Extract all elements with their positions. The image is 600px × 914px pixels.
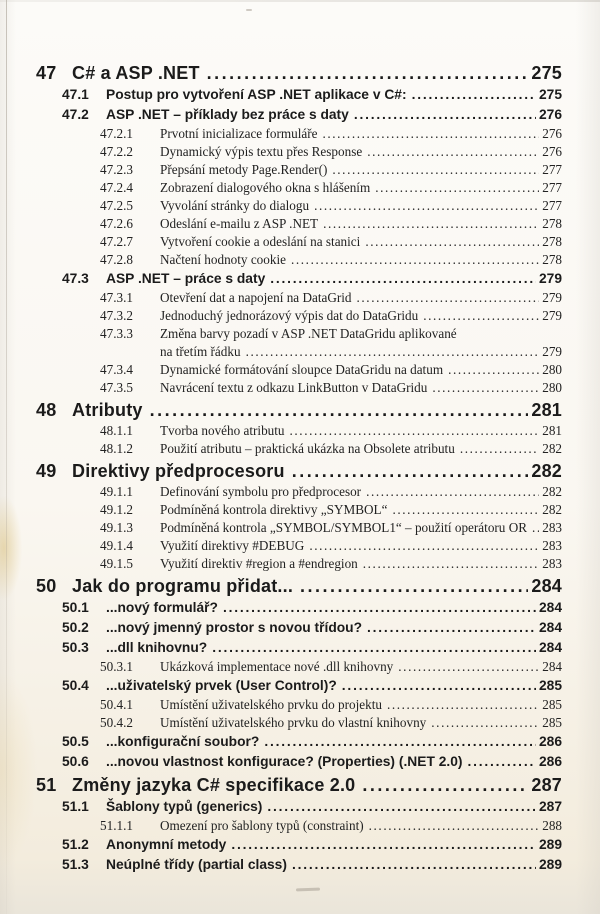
toc-entry (36, 197, 562, 215)
toc-entry-leader-dots (314, 197, 539, 215)
toc-entry-number: 47.2.3 (100, 162, 133, 177)
toc-entry-title: Zobrazení dialogového okna s hlášením (160, 180, 371, 195)
toc-entry-number: 49.1.1 (100, 484, 133, 499)
toc-entry-page: 276 (542, 144, 562, 159)
toc-entry-leader-dots (207, 62, 529, 85)
toc-entry (36, 125, 562, 143)
toc-entry-leader-dots (367, 618, 536, 638)
toc-entry-title: Vytvoření cookie a odeslání na stanici (160, 234, 361, 249)
toc-entry-leader-dots (354, 105, 536, 125)
toc-entry (36, 422, 562, 440)
toc-entry-number: 47.3.2 (100, 308, 133, 323)
toc-entry (36, 460, 562, 483)
toc-entry-page: 286 (538, 734, 562, 749)
toc-entry-title: Tvorba nového atributu (160, 423, 285, 438)
toc-entry-number: 47.2.7 (100, 234, 133, 249)
toc-entry-leader-dots (246, 343, 540, 361)
toc-entry-title: Atributy (72, 400, 143, 420)
toc-entry (36, 714, 562, 732)
toc-entry-title: Jak do programu přidat... (72, 576, 294, 596)
toc-entry (36, 399, 562, 422)
toc-entry-title: Šablony typů (generics) (106, 799, 263, 814)
toc-entry-number: 47 (36, 63, 57, 83)
toc-entry-number: 47.2.1 (100, 126, 133, 141)
toc-entry-title: ASP .NET – práce s daty (106, 271, 266, 286)
toc-entry-title: ...novou vlastnost konfigurace? (Properties) (.NET 2.0) (106, 754, 463, 769)
toc-entry-leader-dots (292, 855, 536, 875)
toc-entry-page: 287 (538, 799, 562, 814)
toc-entry-page: 282 (542, 441, 562, 456)
toc-entry (36, 618, 562, 638)
toc-entry-title: ...uživatelský prvek (User Control)? (106, 678, 337, 693)
toc-entry-title: Využití direktivy #DEBUG (160, 538, 305, 553)
toc-entry-leader-dots (412, 85, 536, 105)
toc-entry-page: 278 (542, 252, 562, 267)
toc-entry-number: 49 (36, 461, 57, 481)
toc-entry (36, 361, 562, 379)
toc-entry-leader-dots (300, 575, 528, 598)
toc-entry-number: 47.2.6 (100, 216, 133, 231)
toc-entry-leader-dots (398, 658, 539, 676)
toc-list (36, 62, 562, 875)
toc-entry-title: Omezení pro šablony typů (constraint) (160, 818, 364, 833)
toc-entry (36, 817, 562, 835)
toc-entry-page: 279 (538, 271, 562, 286)
toc-entry (36, 483, 562, 501)
toc-entry-title: Dynamický výpis textu přes Response (160, 144, 363, 159)
toc-entry-title: Otevření dat a napojení na DataGrid (160, 290, 352, 305)
toc-entry (36, 555, 562, 573)
toc-entry-number: 51.1 (62, 799, 89, 814)
toc-entry-title: Umístění uživatelského prvku do vlastní knihovny (160, 715, 427, 730)
toc-entry-title: Dynamické formátování sloupce DataGridu na datum (160, 362, 444, 377)
toc-entry-title: Definování symbolu pro předprocesor (160, 484, 362, 499)
toc-entry-title: ...nový jmenný prostor s novou třídou? (106, 620, 363, 635)
toc-entry (36, 519, 562, 537)
toc-entry (36, 797, 562, 817)
toc-entry-number: 47.2.4 (100, 180, 133, 195)
toc-entry-page: 275 (538, 87, 562, 102)
toc-entry (36, 501, 562, 519)
toc-entry-number: 49.1.2 (100, 502, 133, 517)
toc-entry-number: 50 (36, 576, 57, 596)
toc-entry (36, 440, 562, 458)
toc-entry-title: Ukázková implementace nové .dll knihovny (160, 659, 394, 674)
toc-entry-leader-dots (292, 460, 529, 483)
toc-entry-page: 279 (542, 344, 562, 359)
toc-entry-title: ...konfigurační soubor? (106, 734, 260, 749)
toc-entry-page: 279 (542, 290, 562, 305)
toc-entry-number: 49.1.5 (100, 556, 133, 571)
toc-entry-title: Přepsání metody Page.Render() (160, 162, 328, 177)
toc-entry (36, 85, 562, 105)
toc-entry-title: Změna barvy pozadí v ASP .NET DataGridu aplikované (160, 326, 457, 341)
toc-entry-leader-dots (423, 307, 539, 325)
toc-entry-leader-dots (387, 696, 539, 714)
toc-entry-number: 51.2 (62, 837, 89, 852)
toc-entry-title: Neúplné třídy (partial class) (106, 857, 287, 872)
toc-entry-leader-dots (231, 835, 536, 855)
toc-entry-number: 48.1.2 (100, 441, 133, 456)
toc-entry-page: 285 (542, 697, 562, 712)
toc-entry-title: Podmíněná kontrola direktivy „SYMBOL“ (160, 502, 388, 517)
toc-entry-title: Odeslání e-mailu z ASP .NET (160, 216, 319, 231)
toc-entry-leader-dots (448, 361, 539, 379)
toc-entry (36, 62, 562, 85)
toc-entry-page: 277 (542, 198, 562, 213)
toc-entry-leader-dots (332, 161, 539, 179)
toc-entry-number: 47.3 (62, 271, 89, 286)
toc-entry-page: 278 (542, 234, 562, 249)
toc-entry-number: 47.3.3 (100, 326, 133, 341)
toc-entry-page: 278 (542, 216, 562, 231)
toc-entry-page: 284 (538, 600, 562, 615)
toc-entry-leader-dots (432, 379, 539, 397)
scan-speck (246, 9, 252, 11)
toc-entry (36, 696, 562, 714)
toc-entry-page: 276 (542, 126, 562, 141)
toc-entry-page: 280 (542, 380, 562, 395)
toc-entry-title: Umístění uživatelského prvku do projektu (160, 697, 382, 712)
toc-entry-title: C# a ASP .NET (72, 63, 200, 83)
toc-entry-title: Vyvolání stránky do dialogu (160, 198, 310, 213)
toc-entry (36, 251, 562, 269)
toc-entry-page: 289 (538, 837, 562, 852)
toc-entry-leader-dots (365, 233, 539, 251)
toc-entry (36, 774, 562, 797)
toc-entry-title: Použití atributu – praktická ukázka na Obsolete atributu (160, 441, 455, 456)
toc-entry-leader-dots (323, 215, 539, 233)
toc-entry-number: 49.1.3 (100, 520, 133, 535)
toc-entry-leader-dots (532, 519, 539, 537)
toc-entry-leader-dots (366, 483, 539, 501)
toc-entry-page: 287 (531, 775, 562, 795)
toc-entry-leader-dots (467, 752, 535, 772)
toc-entry-page: 275 (531, 63, 562, 83)
toc-entry-page: 284 (538, 620, 562, 635)
toc-entry-number: 47.2.8 (100, 252, 133, 267)
toc-entry (36, 179, 562, 197)
toc-entry-title: Prvotní inicializace formuláře (160, 126, 318, 141)
toc-entry-number: 51.1.1 (100, 818, 133, 833)
toc-entry-leader-dots (369, 817, 540, 835)
page-smudge (296, 888, 320, 892)
toc-entry (36, 658, 562, 676)
toc-entry-page: 285 (538, 678, 562, 693)
toc-entry (36, 835, 562, 855)
toc-entry-leader-dots (357, 289, 540, 307)
toc-entry-leader-dots (223, 598, 536, 618)
toc-entry-title: Načtení hodnoty cookie (160, 252, 286, 267)
toc-entry-leader-dots (367, 143, 539, 161)
toc-entry-number: 50.4 (62, 678, 89, 693)
toc-entry-number: 51.3 (62, 857, 89, 872)
toc-entry-number: 50.5 (62, 734, 89, 749)
toc-entry-leader-dots (362, 774, 528, 797)
toc-entry-page: 280 (542, 362, 562, 377)
toc-entry-number: 50.6 (62, 754, 89, 769)
toc-entry-page: 276 (538, 107, 562, 122)
toc-entry-page: 286 (538, 754, 562, 769)
toc-entry-title: Anonymní metody (106, 837, 227, 852)
toc-entry-number: 48.1.1 (100, 423, 133, 438)
toc-entry-leader-dots (309, 537, 539, 555)
toc-entry-page: 277 (542, 162, 562, 177)
toc-entry-page: 281 (531, 400, 562, 420)
toc-entry (36, 325, 562, 343)
toc-entry-page: 282 (531, 461, 562, 481)
toc-entry (36, 732, 562, 752)
toc-entry-leader-dots (212, 638, 536, 658)
toc-entry-leader-dots (291, 251, 539, 269)
toc-entry-title: ...dll knihovnu? (106, 640, 208, 655)
toc-entry-page: 283 (542, 520, 562, 535)
toc-entry-title: ASP .NET – příklady bez práce s daty (106, 107, 349, 122)
toc-entry (36, 143, 562, 161)
toc-entry (36, 598, 562, 618)
toc-entry-number: 47.2.2 (100, 144, 133, 159)
toc-entry-leader-dots (322, 125, 539, 143)
toc-entry-leader-dots (267, 797, 536, 817)
toc-entry (36, 638, 562, 658)
toc-entry-title: Postup pro vytvoření ASP .NET aplikace v C#: (106, 87, 407, 102)
toc-entry-page: 281 (542, 423, 562, 438)
toc-entry-number: 49.1.4 (100, 538, 133, 553)
toc-entry-leader-dots (264, 732, 536, 752)
toc-entry-title: Jednoduchý jednorázový výpis dat do DataGridu (160, 308, 419, 323)
toc-entry-title: ...nový formulář? (106, 600, 218, 615)
toc-entry-number: 51 (36, 775, 57, 795)
toc-entry-page: 284 (542, 659, 562, 674)
toc-entry-page: 279 (542, 308, 562, 323)
toc-entry (36, 233, 562, 251)
toc-entry-title: Využití direktiv #region a #endregion (160, 556, 358, 571)
toc-entry-leader-dots (342, 676, 536, 696)
toc-entry-number: 47.3.4 (100, 362, 133, 377)
toc-entry (36, 269, 562, 289)
toc-entry-title: Navrácení textu z odkazu LinkButton v DataGridu (160, 380, 428, 395)
toc-entry-number: 47.2 (62, 107, 89, 122)
toc-entry-page: 289 (538, 857, 562, 872)
toc-entry-leader-dots (392, 501, 539, 519)
toc-entry (36, 307, 562, 325)
toc-entry-number: 50.3 (62, 640, 89, 655)
toc-entry-number: 47.2.5 (100, 198, 133, 213)
toc-entry-page: 288 (542, 818, 562, 833)
toc-entry-page: 282 (542, 502, 562, 517)
toc-entry-number: 47.1 (62, 87, 89, 102)
toc-entry (36, 289, 562, 307)
toc-entry-number: 50.3.1 (100, 659, 133, 674)
toc-entry-title: Změny jazyka C# specifikace 2.0 (72, 775, 356, 795)
toc-entry-page: 285 (542, 715, 562, 730)
toc-entry (36, 379, 562, 397)
toc-entry (36, 161, 562, 179)
toc-entry-leader-dots (460, 440, 539, 458)
toc-entry-number: 50.4.1 (100, 697, 133, 712)
toc-entry-page: 277 (542, 180, 562, 195)
toc-entry-leader-dots (363, 555, 539, 573)
toc-entry-page: 283 (542, 556, 562, 571)
toc-entry (36, 575, 562, 598)
toc-entry (36, 105, 562, 125)
toc-entry-title: Direktivy předprocesoru (72, 461, 285, 481)
toc-entry-page: 284 (538, 640, 562, 655)
toc-entry-number: 50.1 (62, 600, 89, 615)
toc-entry-number: 50.4.2 (100, 715, 133, 730)
toc-entry-number: 47.3.5 (100, 380, 133, 395)
toc-entry (36, 752, 562, 772)
toc-entry-title: na třetím řádku (160, 344, 241, 359)
toc-entry-title: Podmíněná kontrola „SYMBOL/SYMBOL1“ – použití operátoru OR (160, 520, 528, 535)
toc-entry-page: 282 (542, 484, 562, 499)
toc-entry (36, 215, 562, 233)
toc-entry-leader-dots (290, 422, 540, 440)
toc-entry-leader-dots (270, 269, 536, 289)
toc-entry (36, 343, 562, 361)
toc-entry-leader-dots (431, 714, 539, 732)
toc-entry-page: 283 (542, 538, 562, 553)
toc-entry-number: 48 (36, 400, 57, 420)
toc-entry (36, 855, 562, 875)
toc-entry-number: 50.2 (62, 620, 89, 635)
toc-entry (36, 537, 562, 555)
toc-entry-page: 284 (531, 576, 562, 596)
toc-entry (36, 676, 562, 696)
toc-entry-leader-dots (375, 179, 539, 197)
toc-entry-leader-dots (150, 399, 529, 422)
toc-entry-number: 47.3.1 (100, 290, 133, 305)
